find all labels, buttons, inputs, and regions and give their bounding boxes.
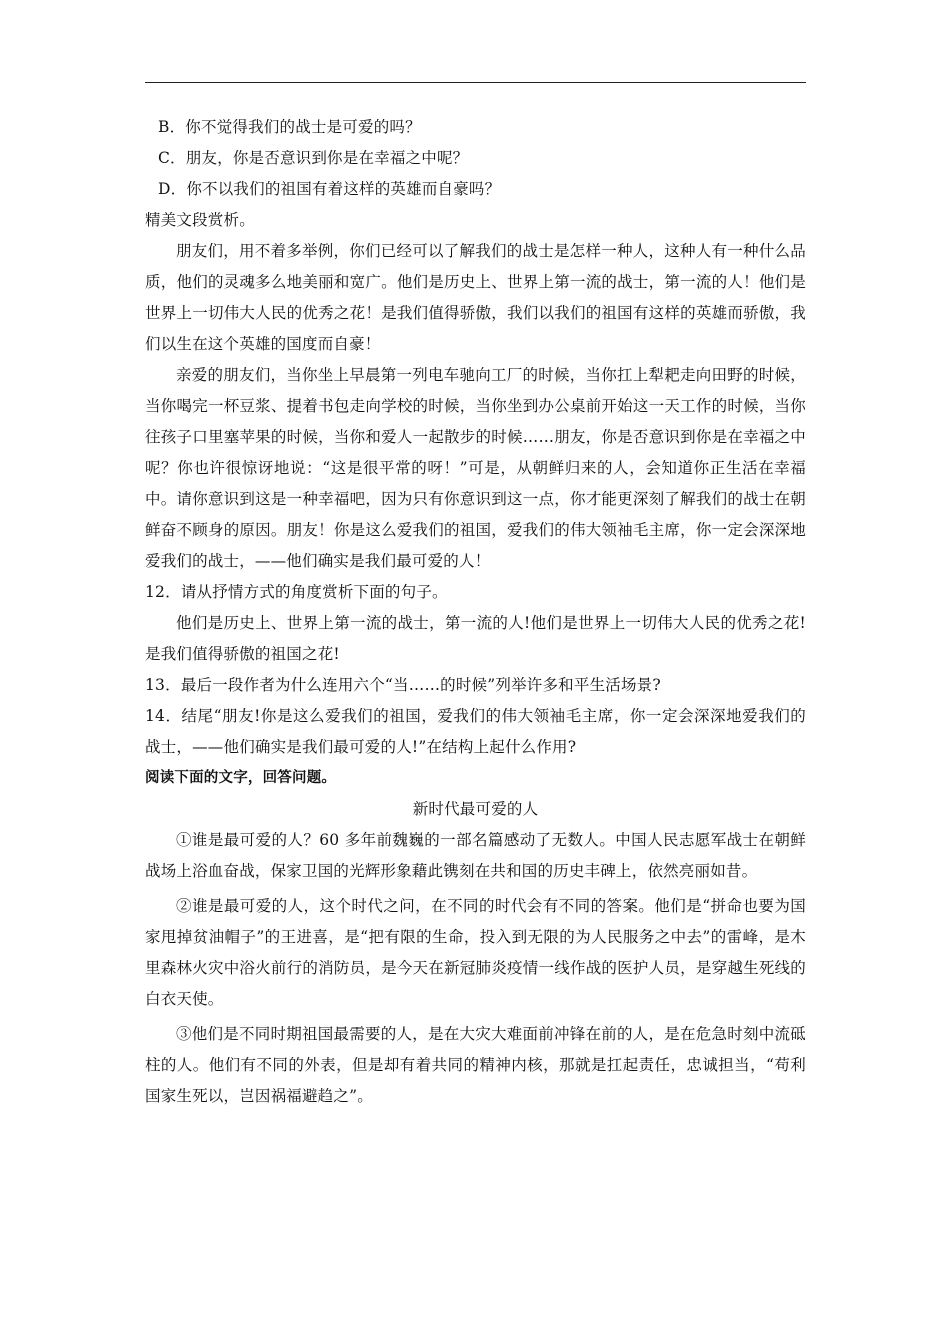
option-b: B．你不觉得我们的战士是可爱的吗？	[158, 118, 421, 136]
question-12-quote: 他们是历史上、世界上第一流的战士，第一流的人!他们是世界上一切伟大人民的优秀之花!是我们值得骄傲的祖国之花!	[145, 614, 806, 663]
question-13: 13．最后一段作者为什么连用六个“当……的时候”列举许多和平生活场景?	[145, 676, 661, 694]
option-c: C．朋友，你是否意识到你是在幸福之中呢？	[158, 149, 469, 167]
passage2-paragraph-2: ②谁是最可爱的人，这个时代之问，在不同的时代会有不同的答案。他们是“拼命也要为国家甩掉贫油帽子”的王进喜，是“把有限的生命，投入到无限的为人民服务之中去”的雷峰，是木里森林火灾中浴火前行的消防员，是今天在新冠肺炎疫情一线作战的医护人员，是穿越生死线的白衣天使。	[145, 897, 806, 1008]
passage1-paragraph-2: 亲爱的朋友们，当你坐上早晨第一列电车驰向工厂的时候，当你扛上犁耙走向田野的时候，当你喝完一杯豆浆、提着书包走向学校的时候，当你坐到办公桌前开始这一天工作的时候，当你往孩子口里塞苹果的时候，当你和爱人一起散步的时候……朋友，你是否意识到你是在幸福之中呢？你也许很惊讶地说：“这是很平常的呀！”可是，从朝鲜归来的人，会知道你正生活在幸福中。请你意识到这是一种幸福吧，因为只有你意识到这一点，你才能更深刻了解我们的战士在朝鲜奋不顾身的原因。朋友！你是这么爱我们的祖国，爱我们的伟大领袖毛主席，你一定会深深地爱我们的战士，——他们确实是我们最可爱的人！	[145, 366, 806, 570]
passage2-paragraph-1: ①谁是最可爱的人？60 多年前魏巍的一部名篇感动了无数人。中国人民志愿军战士在朝鲜战场上浴血奋战，保家卫国的光辉形象藉此镌刻在共和国的历史丰碑上，依然亮丽如昔。	[145, 831, 806, 880]
document-body	[145, 112, 806, 1112]
passage2-title: 新时代最可爱的人	[412, 800, 539, 818]
option-d: D．你不以我们的祖国有着这样的英雄而自豪吗？	[158, 180, 501, 198]
passage1-paragraph-1: 朋友们，用不着多举例，你们已经可以了解我们的战士是怎样一种人，这种人有一种什么品质，他们的灵魂多么地美丽和宽广。他们是历史上、世界上第一流的战士，第一流的人！他们是世界上一切伟大人民的优秀之花！是我们值得骄傲，我们以我们的祖国有这样的英雄而骄傲，我们以生在这个英雄的国度而自豪！	[145, 242, 806, 353]
question-14: 14．结尾“朋友!你是这么爱我们的祖国，爱我们的伟大领袖毛主席，你一定会深深地爱我们的战士，——他们确实是我们最可爱的人!”在结构上起什么作用?	[145, 707, 806, 756]
question-12: 12．请从抒情方式的角度赏析下面的句子。	[145, 583, 448, 601]
header-rule	[145, 82, 806, 83]
section-label-passage-appreciation: 精美文段赏析。	[145, 211, 255, 229]
passage2-paragraph-3: ③他们是不同时期祖国最需要的人，是在大灾大难面前冲锋在前的人，是在危急时刻中流砥柱的人。他们有不同的外表，但是却有着共同的精神内核，那就是扛起责任，忠诚担当，“苟利国家生死以，岂因祸福避趋之”。	[145, 1025, 806, 1105]
section-heading-reading: 阅读下面的文字，回答问题。	[145, 770, 337, 786]
